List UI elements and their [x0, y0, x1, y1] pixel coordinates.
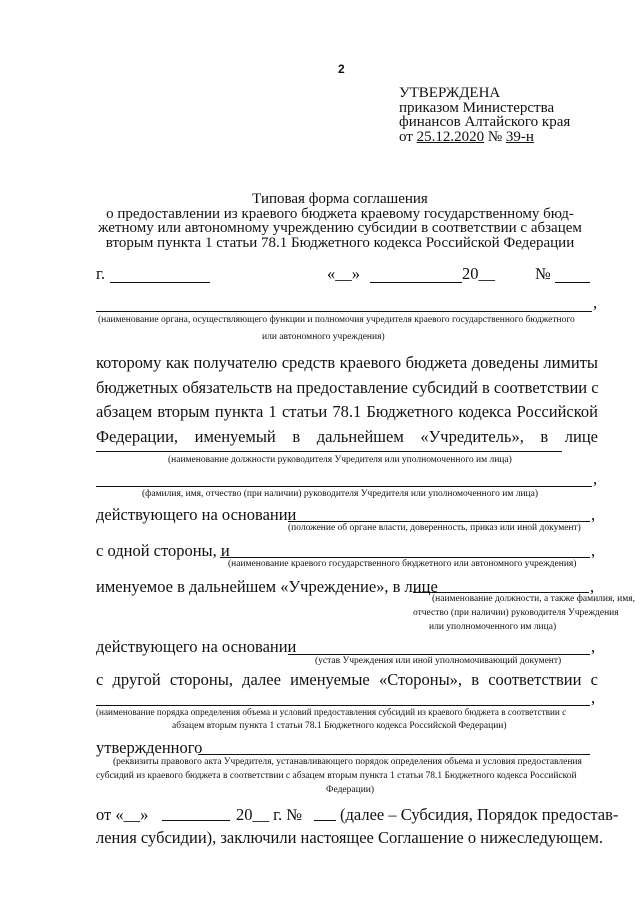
hint-requisites-2: субсидий из краевого бюджета в соответствии с абзацем вторым пункта 1 статьи 78.1 Бюджетного кодекса Российской	[96, 771, 577, 781]
comma: ,	[591, 541, 596, 560]
last-from-label: от «__»	[96, 805, 149, 824]
agreement-number-field[interactable]	[555, 282, 590, 283]
title-line-1: Типовая форма соглашения	[252, 191, 428, 207]
institution-head-field[interactable]	[413, 592, 589, 593]
title-line-4: вторым пункта 1 статьи 78.1 Бюджетного кодекса Российской Федерации	[105, 234, 575, 251]
date-month-field[interactable]	[370, 282, 462, 283]
requisites-field[interactable]	[198, 754, 590, 755]
comma: ,	[591, 688, 596, 707]
hint-institution-name: (наименование краевого государственного бюджетного или автономного учреждения)	[228, 559, 577, 569]
acting-basis-label: действующего на основании	[96, 505, 297, 524]
comma: ,	[590, 577, 595, 596]
date-day: «__»	[327, 264, 360, 283]
number-sign: №	[535, 264, 551, 283]
last-year-number: 20__ г. №	[236, 805, 303, 824]
approval-number-sign: №	[484, 128, 506, 145]
hint-basis-doc: (положение об органе власти, доверенность, приказ или иной документ)	[288, 523, 581, 533]
p1-line-1: которому как получателю средств краевого бюджета доведены лимиты	[96, 353, 598, 372]
hint-procedure-2: абзацем вторым пункта 1 статьи 78.1 Бюджетного кодекса Российской Федерации)	[172, 721, 507, 731]
procedure-date-field[interactable]	[162, 820, 230, 821]
comma: ,	[591, 637, 596, 656]
approval-date: 25.12.2020	[416, 128, 485, 145]
comma: ,	[593, 293, 598, 312]
head-position-field[interactable]	[96, 451, 562, 452]
acting-basis-label-2: действующего на основании	[96, 637, 297, 656]
approval-block	[399, 86, 570, 144]
approval-title: УТВЕРЖДЕНА	[399, 85, 501, 101]
other-side-line: с другой стороны, далее именуемые «Стороны», в соответствии с	[96, 670, 598, 689]
p1-line-3: абзацем вторым пункта 1 статьи 78.1 Бюджетного кодекса Российской	[96, 402, 598, 421]
title-line-3: жетному или автономному учреждению субсидии в соответствии с абзацем	[98, 220, 582, 236]
last-line-2: ления субсидии), заключили настоящее Соглашение о нижеследующем.	[96, 828, 604, 847]
hint-procedure-1: (наименование порядка определения объема и условий предоставления субсидий из краевого бюджета в соответствии с	[96, 707, 567, 717]
hint-founder-organ-1: (наименование органа, осуществляющего функции и полномочия учредителя краевого государственного бюджетного	[98, 315, 575, 325]
last-line-1-end: (далее – Субсидия, Порядок предостав-	[340, 805, 619, 824]
document-title	[60, 192, 620, 250]
approval-from: от	[399, 128, 417, 145]
hint-founder-organ-2: или автономного учреждения)	[262, 332, 385, 342]
hint-head-fio: (фамилия, имя, отчество (при наличии) руководителя Учредителя или уполномоченного им лица)	[142, 489, 539, 499]
paragraph-founder	[96, 351, 598, 449]
p1-line-4: Федерации, именуемый в дальнейшем «Учредитель», в лице	[96, 426, 598, 446]
city-field[interactable]	[110, 282, 210, 283]
hint-inst-head-2: отчество (при наличии) руководителя Учреждения	[413, 608, 619, 618]
hint-inst-head-1: (наименование должности, а также фамилия, имя,	[432, 594, 635, 604]
hint-inst-head-3: или уполномоченного им лица)	[429, 622, 557, 632]
hint-requisites-1: (реквизиты правового акта Учредителя, устанавливающего порядок определения объема и условия предоставления	[113, 757, 582, 767]
founder-organ-field[interactable]	[96, 311, 592, 312]
hint-head-position: (наименование должности руководителя Учредителя или уполномоченного им лица)	[168, 455, 512, 465]
institution-name-field[interactable]	[220, 557, 590, 558]
approval-line-3: финансов Алтайского края	[399, 114, 571, 130]
p1-line-2: бюджетных обязательств на предоставление субсидий в соответствии с	[96, 377, 599, 397]
city-label: г.	[96, 264, 106, 283]
head-fio-field[interactable]	[96, 486, 592, 487]
approved-label: утвержденного	[96, 738, 203, 757]
title-line-2: о предоставлении из краевого бюджета краевому государственному бюд-	[106, 205, 574, 222]
approval-line-2: приказом Министерства	[399, 99, 555, 116]
named-institution-label: именуемое в дальнейшем «Учреждение», в лице	[96, 577, 438, 596]
procedure-field[interactable]	[96, 705, 590, 706]
institution-basis-field[interactable]	[288, 654, 590, 655]
comma: ,	[591, 505, 596, 524]
one-side-label: с одной стороны, и	[96, 541, 230, 560]
approval-number: 39-н	[505, 128, 534, 145]
comma: ,	[593, 469, 598, 488]
hint-requisites-3: Федерации)	[326, 785, 375, 795]
date-year: 20__	[462, 264, 495, 283]
procedure-number-field[interactable]	[314, 820, 336, 821]
hint-charter: (устав Учреждения или иной уполномочивающий документ)	[315, 656, 562, 666]
approval-line-4	[399, 130, 570, 145]
founder-basis-field[interactable]	[288, 521, 590, 522]
page-number: 2	[338, 62, 345, 76]
